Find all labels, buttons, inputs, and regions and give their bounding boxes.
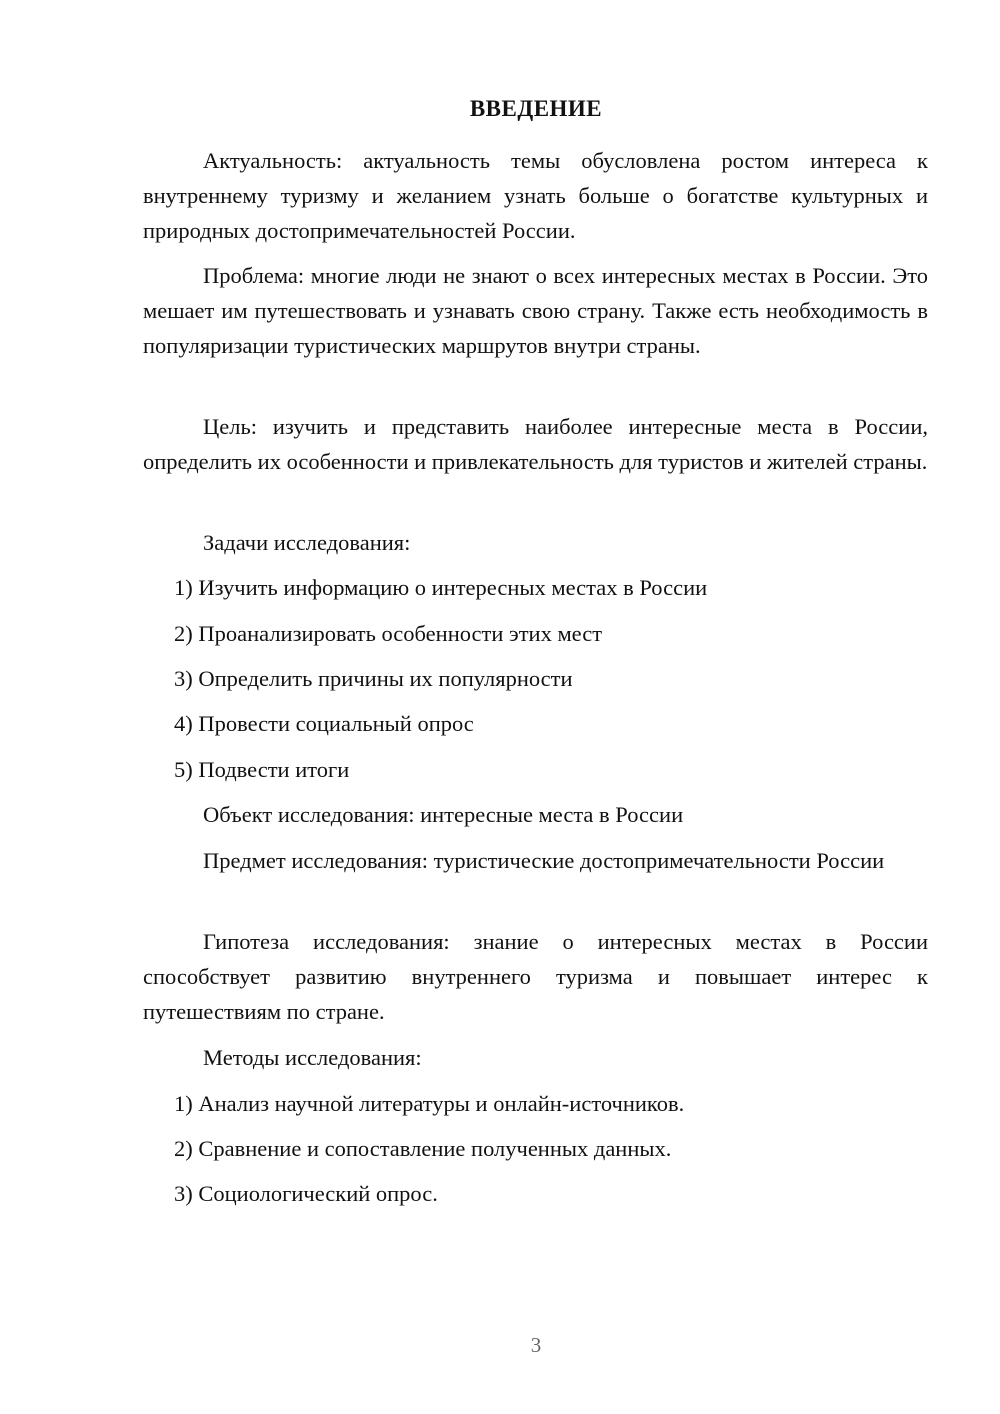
section-title: ВВЕДЕНИЕ [469,96,603,121]
method-item: 3) Социологический опрос. [174,1181,438,1206]
method-item: 2) Сравнение и сопоставление полученных данных. [174,1136,672,1161]
subject-paragraph: Предмет исследования: туристические достопримечательности России [203,848,885,873]
problem-paragraph: Проблема: многие люди не знают о всех интересных местах в России. Это мешает им путешествовать и узнавать свою страну. Также есть необходимость в популяризации туристических маршрутов внутри страны. [143,263,928,358]
task-item: 4) Провести социальный опрос [174,711,474,736]
task-item: 2) Проанализировать особенности этих мест [174,621,603,646]
goal-paragraph: Цель: изучить и представить наиболее интересные места в России, определить их особенности и привлекательность для туристов и жителей страны. [143,414,928,474]
methods-heading: Методы исследования: [203,1045,422,1070]
tasks-heading: Задачи исследования: [203,530,411,555]
page-number: 3 [530,1333,542,1357]
task-item: 5) Подвести итоги [174,757,350,782]
task-item: 1) Изучить информацию о интересных местах в России [174,575,708,600]
method-item: 1) Анализ научной литературы и онлайн-источников. [174,1091,685,1116]
object-paragraph: Объект исследования: интересные места в России [203,802,684,827]
task-item: 3) Определить причины их популярности [174,666,573,691]
hypothesis-paragraph: Гипотеза исследования: знание о интересных местах в России способствует развитию внутреннего туризма и повышает интерес к путешествиям по стране. [143,929,928,1024]
relevance-paragraph: Актуальность: актуальность темы обусловлена ростом интереса к внутреннему туризму и желанием узнать больше о богатстве культурных и природных достопримечательностей России. [143,148,928,243]
